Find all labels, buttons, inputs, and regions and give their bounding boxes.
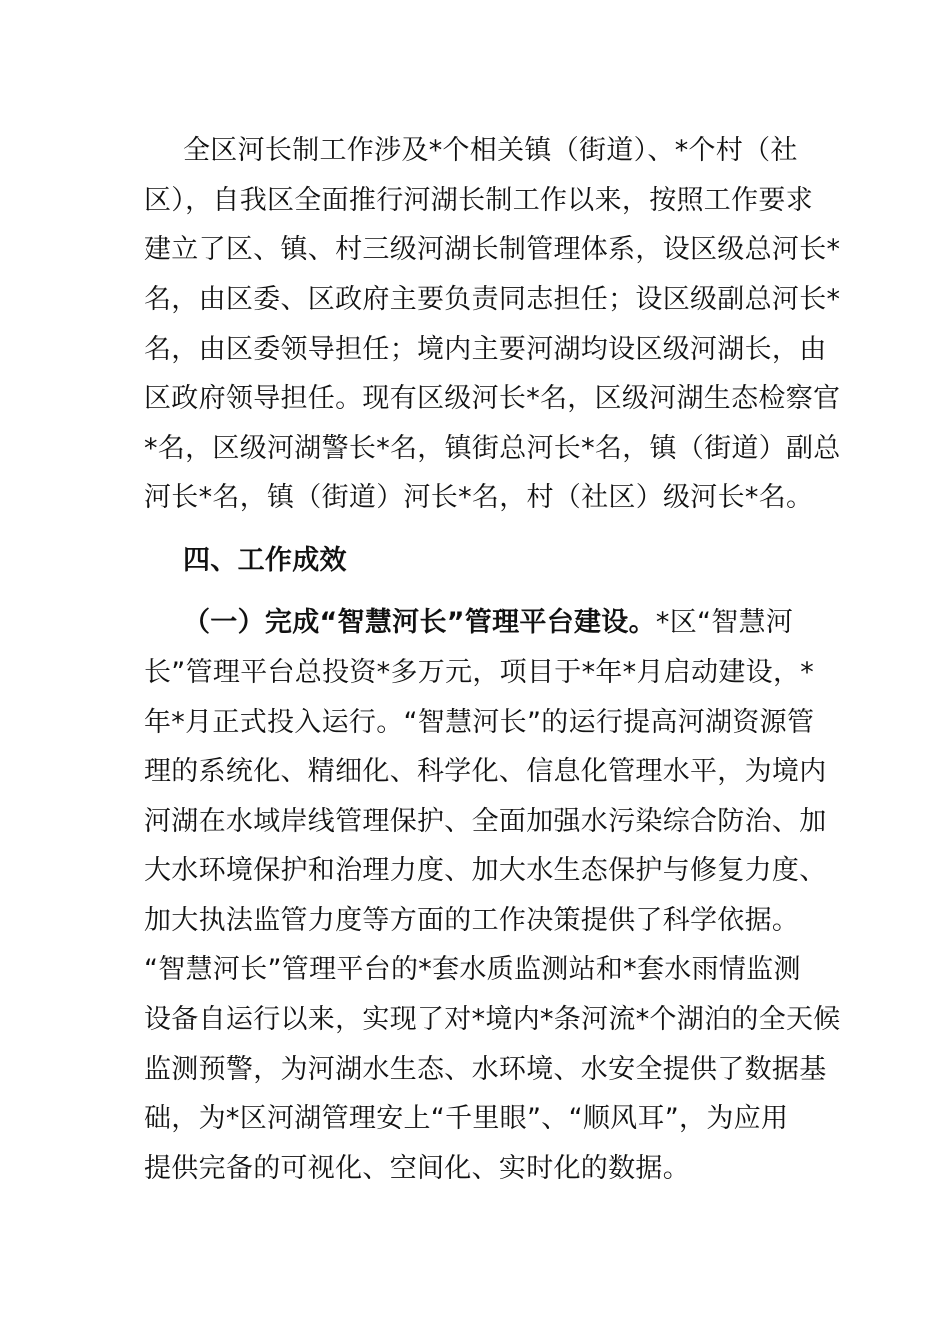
paragraph2-line-12: 提供完备的可视化、空间化、实时化的数据。	[144, 1153, 690, 1184]
paragraph2-line-3: 年*月正式投入运行。“智慧河长”的运行提高河湖资源管	[144, 707, 815, 738]
paragraph2-line-1	[183, 603, 809, 643]
paragraph2-line-2: 长”管理平台总投资*多万元，项目于*年*月启动建设，*	[144, 657, 815, 688]
paragraph2-line-8: “智慧河长”管理平台的*套水质监测站和*套水雨情监测	[144, 954, 801, 985]
paragraph1-line-2: 区），自我区全面推行河湖长制工作以来，按照工作要求	[144, 185, 813, 216]
paragraph1-line-1: 全区河长制工作涉及*个相关镇（街道）、*个村（社	[183, 135, 798, 166]
paragraph2-first-line-rest: *区“智慧河	[655, 607, 794, 638]
section-heading: 四、工作成效	[183, 545, 347, 576]
paragraph1-line-7: *名，区级河湖警长*名，镇街总河长*名，镇（街道）副总	[144, 433, 841, 464]
paragraph2-line-10: 监测预警，为河湖水生态、水环境、水安全提供了数据基	[144, 1054, 827, 1085]
paragraph1-line-6: 区政府领导担任。现有区级河长*名，区级河湖生态检察官	[144, 383, 841, 414]
paragraph2-line-6: 大水环境保护和治理力度、加大水生态保护与修复力度、	[144, 855, 827, 886]
paragraph1-line-8: 河长*名，镇（街道）河长*名，村（社区）级河长*名。	[144, 482, 814, 513]
paragraph1-line-4: 名，由区委、区政府主要负责同志担任；设区级副总河长*	[144, 284, 841, 315]
paragraph2-lead-bold: （一）完成“智慧河长”管理平台建设。	[183, 607, 656, 638]
paragraph2-line-7: 加大执法监管力度等方面的工作决策提供了科学依据。	[144, 905, 800, 936]
paragraph2-line-5: 河湖在水域岸线管理保护、全面加强水污染综合防治、加	[144, 806, 827, 837]
paragraph1-line-5: 名，由区委领导担任；境内主要河湖均设区级河湖长，由	[144, 334, 827, 365]
paragraph1-line-3: 建立了区、镇、村三级河湖长制管理体系，设区级总河长*	[144, 234, 841, 265]
paragraph2-line-11: 础，为*区河湖管理安上“千里眼”、“顺风耳”，为应用	[144, 1103, 789, 1134]
paragraph2-line-4: 理的系统化、精细化、科学化、信息化管理水平，为境内	[144, 756, 827, 787]
paragraph2-line-9: 设备自运行以来，实现了对*境内*条河流*个湖泊的全天候	[144, 1004, 841, 1035]
